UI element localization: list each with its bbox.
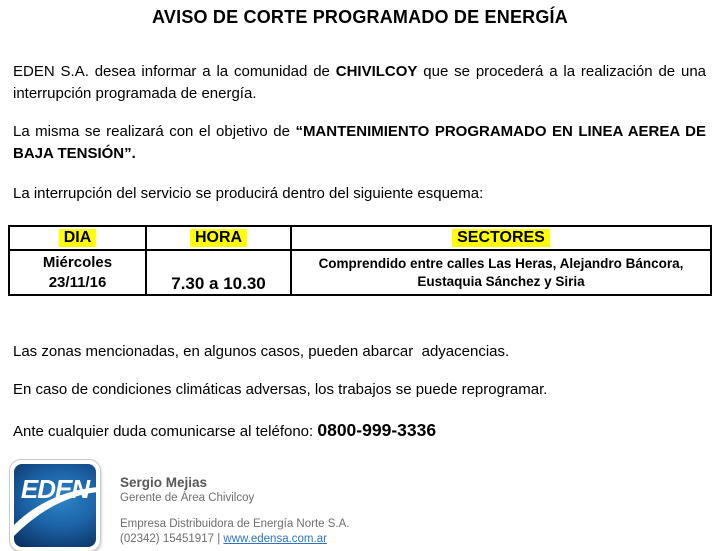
- phone-paragraph: [13, 418, 706, 444]
- page-title: AVISO DE CORTE PROGRAMADO DE ENERGÍA: [152, 7, 568, 27]
- phone-number: 0800-999-3336: [317, 420, 437, 440]
- schedule-table: [8, 225, 712, 296]
- dia-weekday: Miércoles: [42, 253, 113, 271]
- contact-company: Empresa Distribuidora de Energía Norte S.A.: [120, 518, 350, 530]
- schedule-intro-paragraph: La interrupción del servicio se producirá dentro del siguiente esquema:: [13, 185, 484, 202]
- contact-separator: |: [214, 533, 224, 545]
- header-dia: [9, 226, 146, 250]
- header-hora: [146, 226, 291, 250]
- dia-date: 23/11/16: [48, 273, 107, 291]
- objective-paragraph: [13, 121, 706, 165]
- cell-sectores: Comprendido entre calles Las Heras, Alejandro Báncora, Eustaquia Sánchez y Siria: [291, 250, 711, 295]
- community-name: CHIVILCOY: [335, 63, 418, 80]
- website-link[interactable]: www.edensa.com.ar: [223, 533, 327, 545]
- cell-hora: 7.30 a 10.30: [146, 250, 291, 295]
- notice-document: [0, 7, 720, 551]
- contact-name: Sergio Mejias: [120, 475, 208, 490]
- cell-dia: [9, 250, 146, 295]
- header-sectores-highlight: SECTORES: [452, 229, 550, 247]
- header-sectores: [291, 226, 711, 250]
- intro-text-post: que se procederá a la realización de una interrupción programada de energía.: [13, 63, 707, 102]
- eden-logo: [10, 460, 100, 551]
- intro-text-pre: EDEN S.A. desea informar a la comunidad de: [13, 63, 336, 80]
- header-dia-highlight: DIA: [59, 229, 97, 247]
- eden-logo-badge: [14, 464, 96, 547]
- signature-footer: [0, 457, 720, 551]
- table-header-row: [9, 226, 711, 250]
- intro-paragraph: [13, 61, 706, 105]
- contact-block: [120, 475, 349, 547]
- eden-logo-wordmark: EDEN: [20, 474, 90, 504]
- header-hora-highlight: HORA: [190, 229, 247, 247]
- table-row: [9, 250, 711, 295]
- contact-phone: (02342) 15451917: [120, 533, 214, 545]
- contact-phone-line: [120, 532, 349, 547]
- weather-note-paragraph: En caso de condiciones climáticas adversas, los trabajos se puede reprogramar.: [13, 381, 548, 398]
- objective-text-bold: “MANTENIMIENTO PROGRAMADO EN LINEA AEREA DE BAJA TENSIÓN”.: [13, 123, 706, 162]
- contact-role: Gerente de Área Chivilcoy: [120, 492, 255, 504]
- phone-text-pre: Ante cualquier duda comunicarse al teléfono:: [13, 423, 318, 440]
- objective-text-pre: La misma se realizará con el objetivo de: [13, 123, 296, 140]
- zones-note-paragraph: Las zonas mencionadas, en algunos casos, pueden abarcar adyacencias.: [13, 343, 510, 360]
